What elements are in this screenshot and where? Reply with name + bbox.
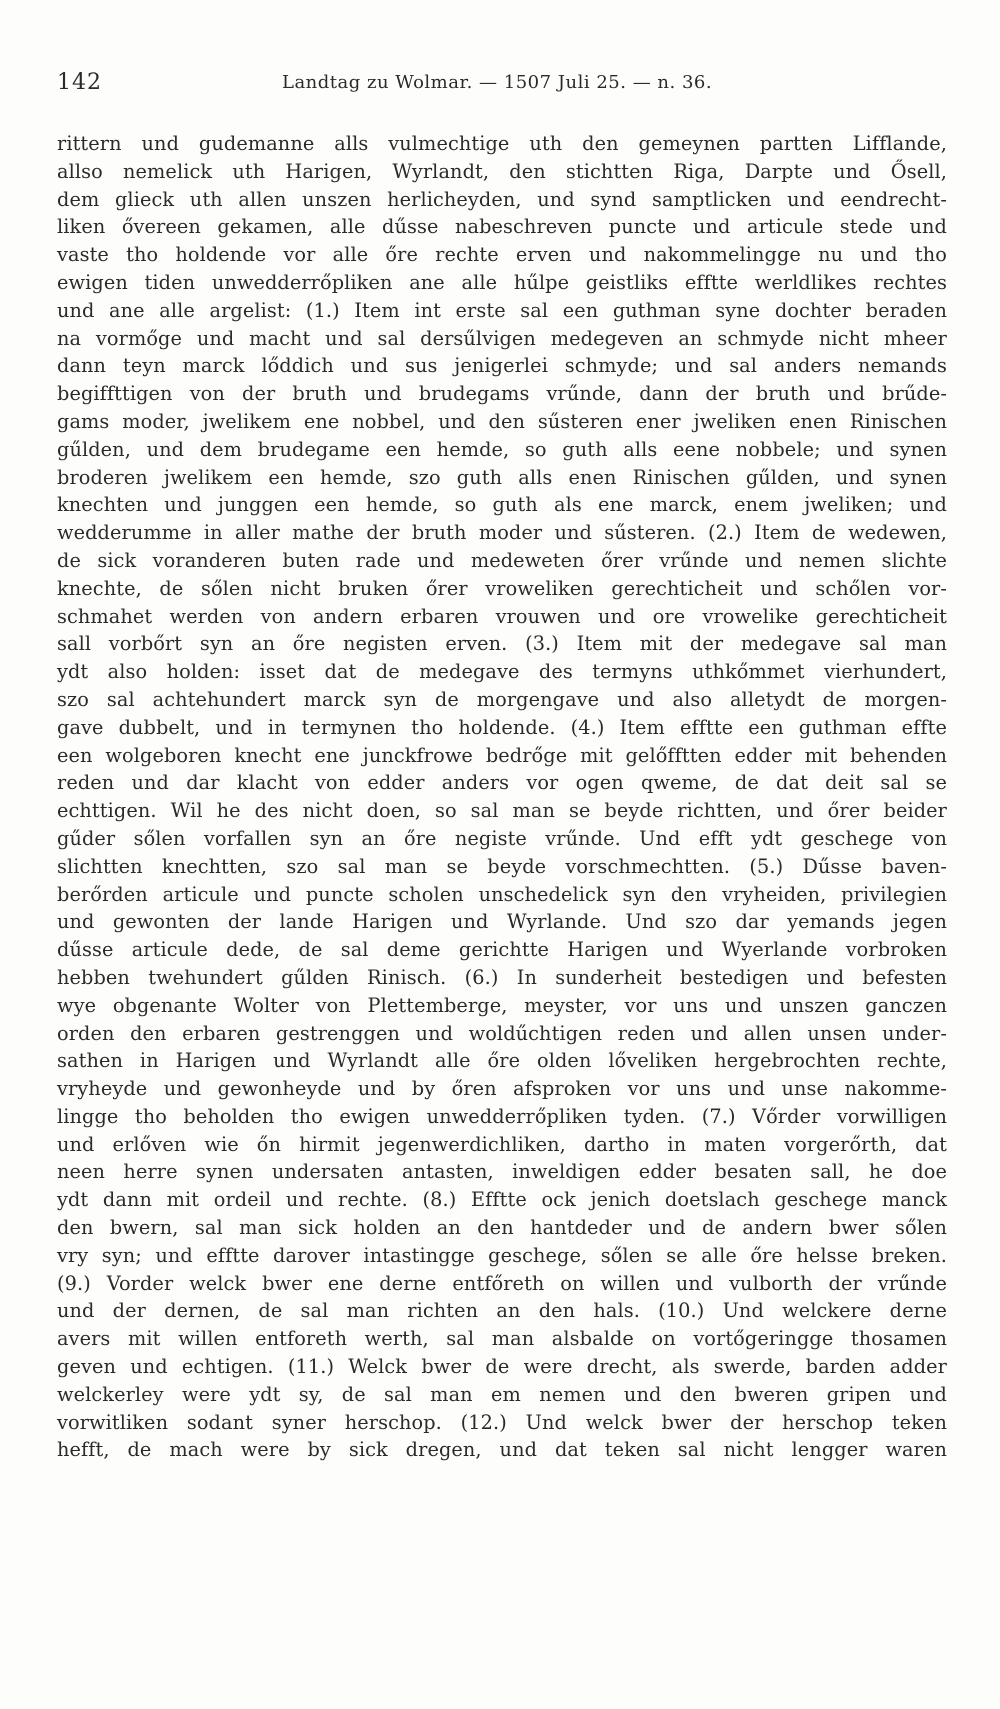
text-line: gave dubbelt, und in termynen tho holdende. (4.) Item efftte een guthman effte (57, 715, 947, 739)
text-line: lingge tho beholden tho ewigen unwedderrőpliken tyden. (7.) Vőrder vorwilligen (57, 1104, 947, 1128)
text-line: hefft, de mach were by sick dregen, und dat teken sal nicht lengger waren (57, 1438, 947, 1462)
text-line: rittern und gudemanne alls vulmechtige uth den gemeynen partten Lifflande, (57, 132, 947, 155)
text-line: vaste tho holdende vor alle őre rechte erven und nakommelingge nu und tho (57, 243, 947, 267)
running-head-title: Landtag zu Wolmar. — 1507 Juli 25. — n. 36. (282, 72, 713, 93)
text-line: liken ővereen gekamen, alle dűsse nabeschreven puncte und articule stede und (57, 215, 947, 239)
text-line: na vormőge und macht und sal dersűlvigen medegeven an schmyde nicht mheer (57, 326, 947, 350)
text-line: berőrden articule und puncte scholen unschedelick syn den vryheiden, privilegien (57, 882, 947, 906)
text-line: dann teyn marck lőddich und sus jenigerlei schmyde; und sal anders nemands (57, 354, 947, 378)
text-line: vorwitliken sodant syner herschop. (12.) Und welck bwer der herschop teken (57, 1410, 947, 1434)
text-line: (9.) Vorder welck bwer ene derne entfőreth on willen und vulborth der vrűnde (57, 1271, 947, 1295)
text-line: broderen jwelikem een hemde, szo guth alls enen Rinischen gűlden, und synen (57, 465, 947, 489)
text-line: sall vorbőrt syn an őre negisten erven. (3.) Item mit der medegave sal man (57, 632, 947, 656)
text-line: vry syn; und efftte darover intastingge geschege, sőlen se alle őre helsse breken. (57, 1243, 947, 1267)
text-line: vryheyde und gewonheyde und by őren afsproken vor uns und unse nakomme- (57, 1077, 947, 1101)
body-text (57, 130, 947, 1464)
text-line: hebben twehundert gűlden Rinisch. (6.) In sunderheit bestedigen und befesten (57, 965, 947, 989)
text-line: de sick voranderen buten rade und medeweten őrer vrűnde und nemen slichte (57, 548, 947, 572)
text-line: gams moder, jwelikem ene nobbel, und den sűsteren ener jweliken enen Rinischen (57, 409, 947, 433)
text-line: ydt also holden: isset dat de medegave des termyns uthkőmmet vierhundert, (57, 660, 947, 684)
text-line: knechten und junggen een hemde, so guth als ene marck, enem jweliken; und (57, 493, 947, 517)
text-line: ewigen tiden unwedderrőpliken ane alle hűlpe geistliks efftte werldlikes rechtes (57, 270, 947, 294)
text-line: und gewonten der lande Harigen und Wyrlande. Und szo dar yemands jegen (57, 910, 947, 934)
text-line: gűlden, und dem brudegame een hemde, so guth alls eene nobbele; und synen (57, 437, 947, 461)
text-line: een wolgeboren knecht ene junckfrowe bedrőge mit gelőfftten edder mit behenden (57, 743, 947, 767)
text-line: allso nemelick uth Harigen, Wyrlandt, den stichtten Riga, Darpte und Ősell, (57, 159, 947, 183)
running-head (57, 70, 947, 98)
text-line: und erlőven wie őn hirmit jegenwerdichliken, dartho in maten vorgerőrth, dat (57, 1132, 947, 1156)
text-line: begiffttigen von der bruth und brudegams vrűnde, dann der bruth und brűde- (57, 382, 947, 406)
text-line: wedderumme in aller mathe der bruth moder und sűsteren. (2.) Item de wedewen, (57, 521, 947, 545)
text-line: geven und echtigen. (11.) Welck bwer de were drecht, als swerde, barden adder (57, 1355, 947, 1379)
text-line: sathen in Harigen und Wyrlandt alle őre olden lőveliken hergebrochten rechte, (57, 1049, 947, 1073)
text-line: dűsse articule dede, de sal deme gerichtte Harigen und Wyerlande vorbroken (57, 938, 947, 962)
text-line: dem glieck uth allen unszen herlicheyden, und synd samptlicken und eendrecht- (57, 187, 947, 211)
text-line: wye obgenante Wolter von Plettemberge, meyster, vor uns und unszen ganczen (57, 993, 947, 1017)
text-line: schmahet werden von andern erbaren vrouwen und ore vrowelike gerechticheit (57, 604, 947, 628)
text-line: neen herre synen undersaten antasten, inweldigen edder besaten sall, he doe (57, 1160, 947, 1184)
text-line: reden und dar klacht von edder anders vor ogen qweme, de dat deit sal se (57, 771, 947, 795)
text-line: avers mit willen entforeth werth, sal man alsbalde on vortőgeringge thosamen (57, 1327, 947, 1351)
text-line: und ane alle argelist: (1.) Item int erste sal een guthman syne dochter beraden (57, 298, 947, 322)
text-line: slichtten knechtten, szo sal man se beyde vorschmechtten. (5.) Dűsse baven- (57, 854, 947, 878)
text-line: ydt dann mit ordeil und rechte. (8.) Efftte ock jenich doetslach geschege manck (57, 1188, 947, 1212)
text-line: orden den erbaren gestrenggen und woldűchtigen reden und allen unsen under- (57, 1021, 947, 1045)
text-line: echttigen. Wil he des nicht doen, so sal man se beyde richtten, und őrer beider (57, 799, 947, 823)
page-number: 142 (57, 70, 102, 95)
text-line: gűder sőlen vorfallen syn an őre negiste vrűnde. Und efft ydt geschege von (57, 826, 947, 850)
text-line: und der dernen, de sal man richten an den hals. (10.) Und welckere derne (57, 1299, 947, 1323)
text-line: den bwern, sal man sick holden an den hantdeder und de andern bwer sőlen (57, 1216, 947, 1240)
text-line: szo sal achtehundert marck syn de morgengave und also alletydt de morgen- (57, 687, 947, 711)
text-line: welckerley were ydt sy, de sal man em nemen und den bweren gripen und (57, 1382, 947, 1406)
text-line: knechte, de sőlen nicht bruken őrer vroweliken gerechticheit und schőlen vor- (57, 576, 947, 600)
